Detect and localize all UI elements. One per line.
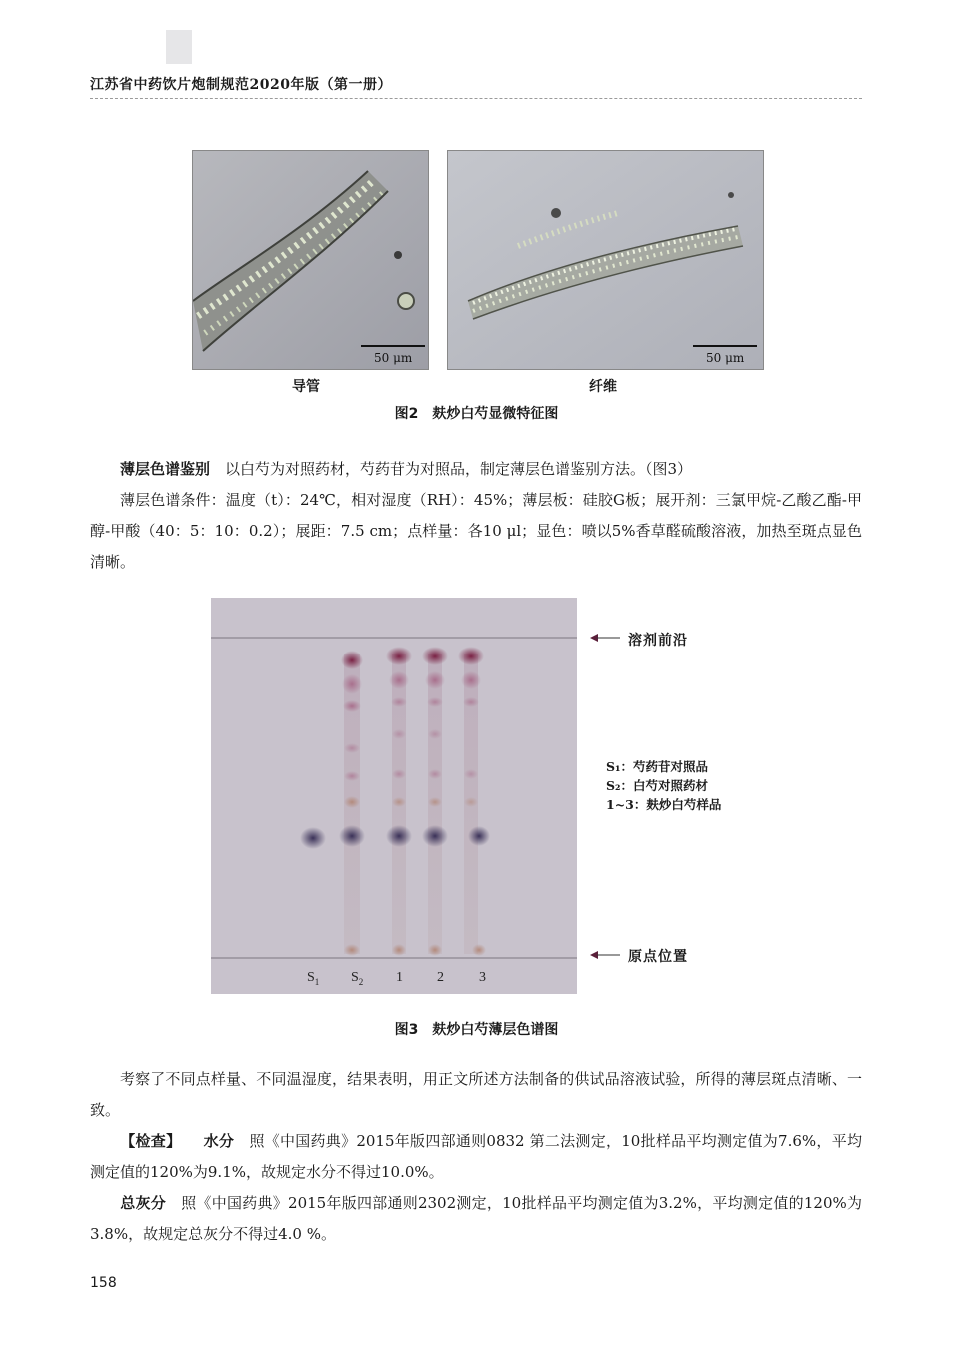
header-divider [90, 98, 862, 99]
moisture-paragraph [90, 1126, 862, 1188]
origin-label: 原点位置 [628, 949, 688, 965]
running-header: 江苏省中药饮片炮制规范2020年版（第一册） [90, 77, 392, 93]
micrograph-caption-vessel: 导管 [292, 379, 320, 395]
ash-paragraph [90, 1188, 862, 1250]
legend-item-s1: S₁：芍药苷对照品 [606, 759, 709, 774]
moisture-heading: 水分 [203, 1132, 235, 1150]
tlc-conditions-paragraph: 薄层色谱条件：温度（t）：24℃，相对湿度（RH）：45%；薄层板：硅胶G板；展开剂：三氯甲烷-乙酸乙酯-甲醇-甲酸（40：5：10：0.2）；展距：7.5 cm；点样量：各10 μl；显色：喷以5%香草醛硫酸溶液，加热至斑点显色清晰。 [90, 491, 862, 571]
tlc-legend [606, 757, 721, 814]
lane-label-1: 1 [396, 970, 403, 985]
micrograph-caption-fiber: 纤维 [589, 379, 617, 395]
scale-label-left: 50 μm [374, 351, 413, 365]
ash-text: 照《中国药典》2015年版四部通则2302测定，10批样品平均测定值为3.2%，平均测定值的120%为3.8%，故规定总灰分不得过4.0 %。 [90, 1194, 862, 1243]
lane-label-s2: $S_2$ [351, 970, 364, 987]
moisture-text: 照《中国药典》2015年版四部通则0832 第二法测定，10批样品平均测定值为7.6%，平均测定值的120%为9.1%，故规定水分不得过10.0%。 [90, 1132, 862, 1181]
origin-arrow-icon [590, 950, 620, 960]
tlc-section-heading: 薄层色谱鉴别 [120, 460, 211, 478]
scale-label-right: 50 μm [706, 351, 745, 365]
tlc-intro-paragraph [90, 454, 862, 485]
lane-label-3: 3 [479, 970, 486, 985]
micrograph-fiber [447, 150, 764, 370]
legend-item-samples: 1~3：麸炒白芍样品 [606, 797, 722, 812]
conclusion-paragraph: 考察了不同点样量、不同温湿度，结果表明，用正文所述方法制备的供试品溶液试验，所得的薄层斑点清晰、一致。 [90, 1070, 862, 1119]
tlc-intro-text: 以白芍为对照药材，芍药苷为对照品，制定薄层色谱鉴别方法。（图3） [210, 460, 693, 478]
figure3-caption: 图3 麸炒白芍薄层色谱图 [394, 1022, 559, 1038]
tlc-plate-image [211, 598, 577, 994]
solvent-front-arrow-icon [590, 633, 620, 643]
figure2-caption: 图2 麸炒白芍显微特征图 [394, 406, 559, 422]
micrograph-vessel [192, 150, 429, 370]
legend-item-s2: S₂：白芍对照药材 [606, 778, 709, 793]
ash-heading: 总灰分 [120, 1194, 167, 1212]
solvent-front-label: 溶剂前沿 [628, 633, 688, 649]
inspection-heading: 【检查】 [120, 1132, 182, 1150]
page-corner-tab [166, 30, 192, 64]
lane-label-s1: $S_1$ [307, 970, 320, 987]
page-number: 158 [90, 1275, 117, 1291]
lane-label-2: 2 [437, 970, 444, 985]
